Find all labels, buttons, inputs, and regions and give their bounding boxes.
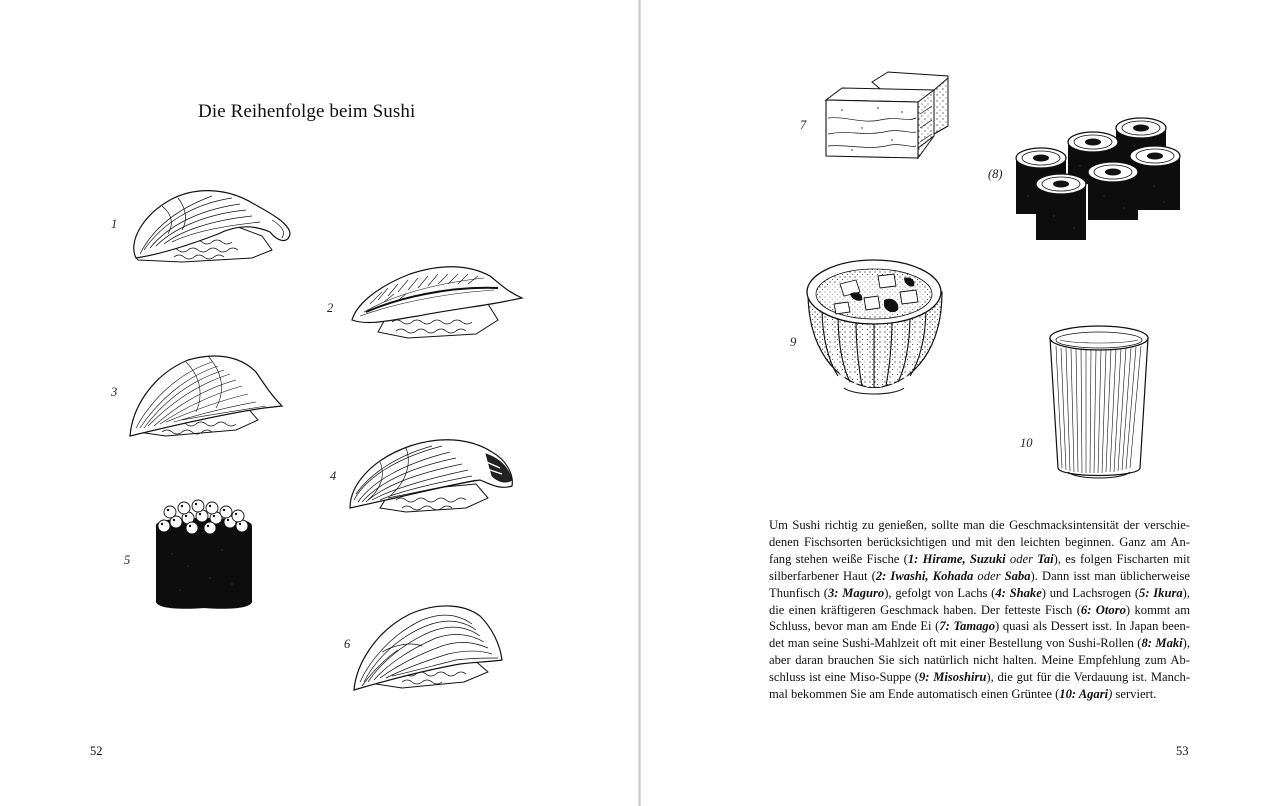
paragraph-run: ), die einen kräftigeren Geschmack haben. Der fetteste Fisch ( [769, 585, 1191, 617]
page-number-left: 52 [90, 744, 103, 758]
sushi-name-text: 1: Hirame, Suzuki [907, 551, 1006, 566]
sushi-name-text: 7: Tamago [939, 619, 996, 634]
item-label-8: (8) [988, 167, 1003, 181]
item-label-7: 7 [800, 118, 807, 132]
sushi-name-text: 2: Iwashi, Kohada [875, 568, 974, 583]
paragraph-run: ) kommt am Schluss, bevor man am Ende Ei ( [769, 602, 1190, 634]
sushi-nigiri-shake-illustration [346, 434, 518, 516]
sushi-name-text: 8: Maki [1141, 636, 1183, 651]
item-label-5: 5 [124, 553, 131, 567]
paragraph-run: ) [1108, 687, 1113, 702]
green-tea-cup-illustration [1046, 320, 1152, 484]
sushi-nigiri-iwashi-illustration [348, 262, 524, 342]
sushi-ikura-gunkan-illustration [152, 504, 256, 610]
sushi-name-text: 10: Agari [1059, 687, 1109, 702]
sushi-nigiri-maguro-illustration [126, 352, 284, 440]
paragraph-run: Um Sushi richtig zu genießen, sollte man die Geschmacksintensität der verschiedenen Fischsorten berücksichtigen und mit den leichten beginnen. Ganz am Anfang stehen weiße Fische ( [769, 518, 1190, 566]
item-label-3: 3 [111, 385, 118, 399]
sushi-name-text: 6: Otoro [1080, 602, 1126, 617]
body-paragraph [769, 517, 1190, 703]
sushi-name-text: 5: Ikura [1139, 585, 1183, 600]
item-label-1: 1 [111, 217, 118, 231]
sushi-name-text: 9: Misoshiru [918, 670, 987, 685]
miso-soup-bowl-illustration [804, 256, 946, 402]
sushi-name-text: Saba [1004, 568, 1031, 583]
item-label-6: 6 [344, 637, 351, 651]
item-label-4: 4 [330, 469, 337, 483]
sushi-nigiri-hirame-illustration [122, 184, 294, 268]
sushi-name-text: 3: Maguro [828, 585, 885, 600]
maki-rolls-illustration [1014, 116, 1182, 244]
page-number-right: 53 [1176, 744, 1189, 758]
item-label-10: 10 [1020, 436, 1033, 450]
tamago-illustration [822, 70, 952, 160]
paragraph-run: ). Dann isst man üblicherweise Thunfisch ( [769, 568, 1190, 600]
sushi-name-text: 4: Shake [995, 585, 1042, 600]
page-title: Die Reihenfolge beim Sushi [198, 100, 416, 122]
paragraph-run: oder [1005, 551, 1038, 566]
sushi-nigiri-otoro-illustration [352, 600, 504, 694]
paragraph-run: ), die gut für die Verdauung ist. Manchmal bekommen Sie am Ende automatisch einen Grüntee ( [769, 670, 1191, 702]
paragraph-text [769, 517, 1190, 703]
paragraph-run: ) quasi als Dessert isst. In Japan beendet man seine Sushi-Mahlzeit oft mit einer Bestellung von Sushi-Rollen ( [769, 619, 1190, 651]
paragraph-run: serviert. [1112, 687, 1157, 702]
paragraph-run: ), gefolgt von Lachs ( [884, 585, 996, 600]
paragraph-run: ), aber daran brauchen Sie sich natürlich nicht halten. Meine Empfehlung zum Abschluss ist eine Miso-Suppe ( [769, 636, 1190, 685]
paragraph-run: ) und Lachsrogen ( [1041, 585, 1140, 600]
item-label-9: 9 [790, 335, 797, 349]
sushi-name-text: Tai [1037, 551, 1054, 566]
paragraph-run: ), es folgen Fischarten mit silberfarbener Haut ( [769, 551, 1191, 583]
item-label-2: 2 [327, 301, 334, 315]
paragraph-run: oder [973, 568, 1005, 583]
